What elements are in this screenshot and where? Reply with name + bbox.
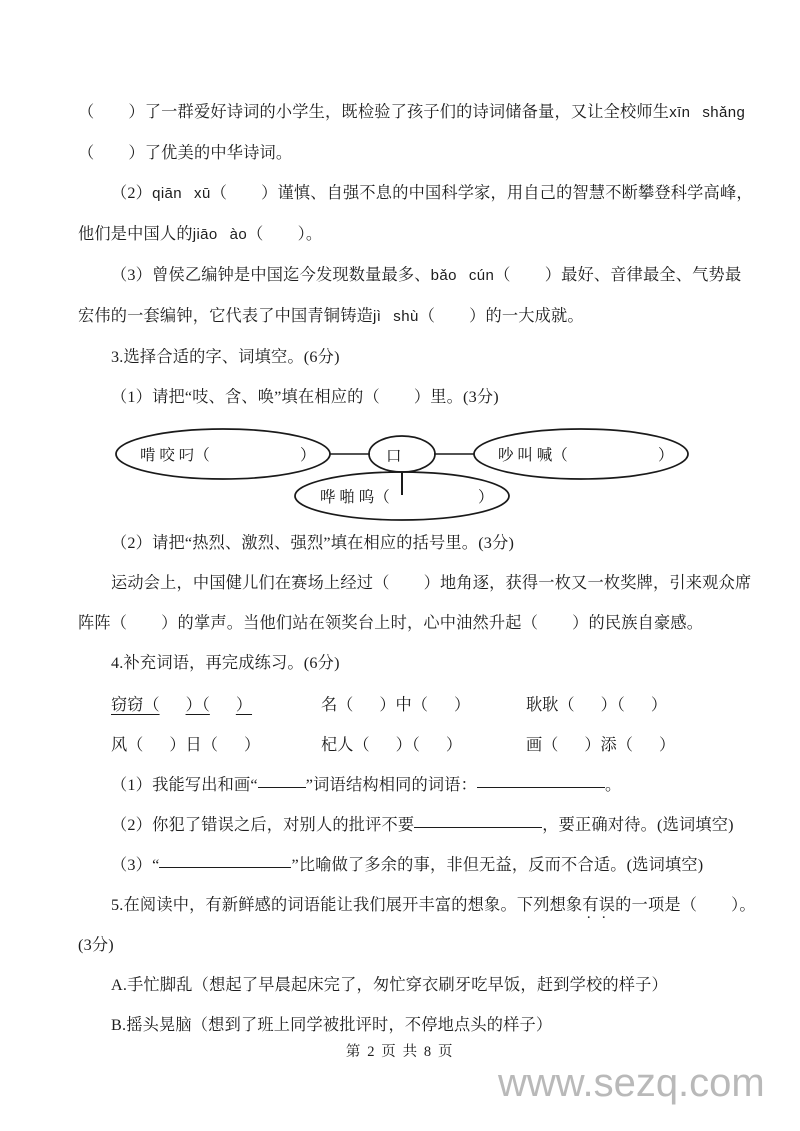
q5-heading-text-a: 5.在阅读中，有新鲜感的词语能让我们展开丰富的想象。下列想象 [111, 896, 583, 914]
q2-item3-number: （3） [111, 266, 153, 284]
q4-sub1-text-b: ”词语结构相同的词语： [305, 776, 478, 794]
q3-sub1-text: （1）请把“吱、含、唤”填在相应的（ [111, 388, 380, 406]
word-item [321, 725, 526, 765]
word-mid: ）（ [600, 696, 625, 714]
word-mid: ）（ [185, 696, 210, 714]
q3-sub1-tail: ）里。(3分) [413, 388, 499, 406]
answer-blank-inline[interactable] [414, 827, 542, 828]
word-item-underlined [111, 696, 252, 714]
q2-item3-text-tail: ）最好、音律最全、气势最 [544, 266, 742, 284]
diagram-bottom-label-close: ） [478, 489, 494, 506]
word-text: 窃窃（ [111, 696, 160, 714]
q5-heading [78, 885, 756, 925]
q4-sub3-text-a: （3）“ [111, 856, 160, 874]
word-end: ） [243, 736, 261, 754]
answer-blank-inline[interactable] [477, 787, 605, 788]
word-item [526, 725, 726, 765]
q4-heading: 4.补充词语，再完成练习。(6分) [111, 654, 340, 672]
word-grid-row [78, 685, 736, 725]
pinyin-jiao: jiāo [192, 226, 218, 243]
open-paren: （ [247, 225, 264, 243]
word-item [78, 725, 321, 765]
q3-sub2-text-e: ）的民族自豪感。 [572, 614, 704, 632]
word-text: 风（ [111, 736, 144, 754]
word-end: ） [445, 736, 463, 754]
q4-sub1-text-a: （1）我能写出和画“ [111, 776, 258, 794]
q4-sub2-text-a: （2）你犯了错误之后，对别人的批评不要 [111, 816, 415, 834]
open-paren: （ [418, 307, 436, 325]
q5-heading-text-c: ）。 [731, 896, 756, 914]
q2-item3-line2-tail: ）的一大成就。 [469, 307, 584, 325]
q3-sub2-body-line1 [78, 563, 752, 603]
page-footer: 第 2 页 共 8 页 [345, 1044, 455, 1060]
diagram-center-label: 口 [386, 448, 402, 465]
word-end: ） [650, 696, 668, 714]
page-content [78, 92, 756, 1045]
q2-item1-line2-text: ）了优美的中华诗词。 [128, 144, 293, 162]
pinyin-xu: xū [194, 185, 211, 202]
answer-blank-inline[interactable] [159, 867, 291, 868]
open-paren: （ [78, 144, 95, 162]
word-item [321, 685, 526, 725]
watermark: www.sezq.com [498, 1061, 765, 1105]
word-end: ） [235, 696, 253, 714]
word-family-diagram [78, 419, 736, 523]
q2-item1-line1 [78, 92, 746, 133]
q4-sub2-text-b: ，要正确对待。(选词填空) [542, 816, 734, 834]
q3-sub2-body-line2 [78, 603, 736, 643]
diagram-right-label-close: ） [658, 447, 674, 464]
word-grid-row [78, 725, 736, 765]
q2-item2-text: ）谨慎、自强不息的中国科学家，用自己的智慧不断攀登科学高峰， [261, 184, 753, 202]
close-paren: ）。 [297, 225, 323, 243]
word-item [526, 685, 726, 725]
q5-emphasis-word: 有误 ·· [582, 896, 615, 914]
q2-item3-text: 曾侯乙编钟是中国迄今发现数量最多、 [152, 266, 431, 284]
pinyin-ao: ào [229, 226, 248, 243]
diagram-right-label: 吵 叫 喊（ [498, 447, 568, 464]
q5-option-a[interactable]: A.手忙脚乱（想起了早晨起床完了，匆忙穿衣刷牙吃早饭，赶到学校的样子） [111, 976, 668, 994]
q5-score: (3分) [78, 936, 114, 954]
word-item [78, 685, 321, 725]
q5-option-b[interactable]: B.摇头晃脑（想到了班上同学被批评时，不停地点头的样子） [111, 1016, 553, 1034]
q4-sub3 [78, 845, 736, 885]
word-end: ） [658, 736, 676, 754]
q3-sub2-text-a: 运动会上，中国健儿们在赛场上经过（ [111, 574, 390, 592]
word-text: 耿耿（ [526, 696, 575, 714]
q3-sub2-text-c: 阵阵（ [78, 614, 128, 632]
q3-sub2-text-d: ）的掌声。当他们站在领奖台上时，心中油然升起（ [161, 614, 539, 632]
q2-item1-line1-text: ）了一群爱好诗词的小学生，既检验了孩子们的诗词储备量，又让全校师生 [128, 103, 670, 121]
q5-heading-text-b: 的一项是（ [615, 896, 698, 914]
q2-item2-number: （2） [111, 184, 153, 202]
q2-item3-line2-text: 宏伟的一套编钟，它代表了中国青铜铸造 [78, 307, 373, 325]
q3-sub2-text-b: ）地角逐，获得一枚又一枚奖牌，引来观众席 [423, 574, 752, 592]
q4-sub2 [78, 805, 736, 845]
pinyin-xin: xīn [669, 104, 691, 121]
q3-sub1 [78, 377, 736, 417]
pinyin-shang: shǎng [702, 104, 746, 121]
q2-item2-line2 [78, 214, 736, 255]
diagram-left-label: 啃 咬 叼（ [140, 447, 210, 464]
pinyin-bao: bǎo [430, 267, 457, 284]
answer-blank-inline[interactable] [258, 787, 306, 788]
open-paren: （ [210, 184, 228, 202]
pinyin-shu: shù [393, 308, 419, 325]
q2-item2-line2-text: 他们是中国人的 [78, 225, 193, 243]
q2-item2-line1 [78, 173, 753, 214]
q3-sub2: （2）请把“热烈、激烈、强烈”填在相应的括号里。(3分) [111, 534, 515, 552]
q2-item3-line2 [78, 296, 736, 337]
word-end: ） [453, 696, 471, 714]
pinyin-qian: qiān [152, 185, 183, 202]
q4-sub1 [78, 765, 736, 805]
pinyin-ji: jì [372, 308, 382, 325]
q4-sub1-text-c: 。 [605, 776, 622, 794]
word-mid: ）日（ [169, 736, 218, 754]
word-mid: ）添（ [584, 736, 633, 754]
diagram-left-label-close: ） [300, 447, 316, 464]
word-mid: ）中（ [379, 696, 428, 714]
word-text: 名（ [321, 696, 354, 714]
diagram-bottom-label: 哗 啪 呜（ [320, 489, 390, 506]
word-mid: ）（ [395, 736, 420, 754]
pinyin-cun: cún [468, 267, 495, 284]
open-paren: （ [494, 266, 511, 284]
q3-heading: 3.选择合适的字、词填空。(6分) [111, 348, 340, 366]
word-text: 杞人（ [321, 736, 370, 754]
open-paren: （ [78, 103, 95, 121]
q4-sub3-text-b: ”比喻做了多余的事，非但无益，反而不合适。(选词填空) [291, 856, 704, 874]
q4-word-grid [78, 685, 736, 765]
q2-item1-line2 [78, 133, 736, 173]
q2-item3-line1 [78, 255, 742, 296]
word-text: 画（ [526, 736, 559, 754]
